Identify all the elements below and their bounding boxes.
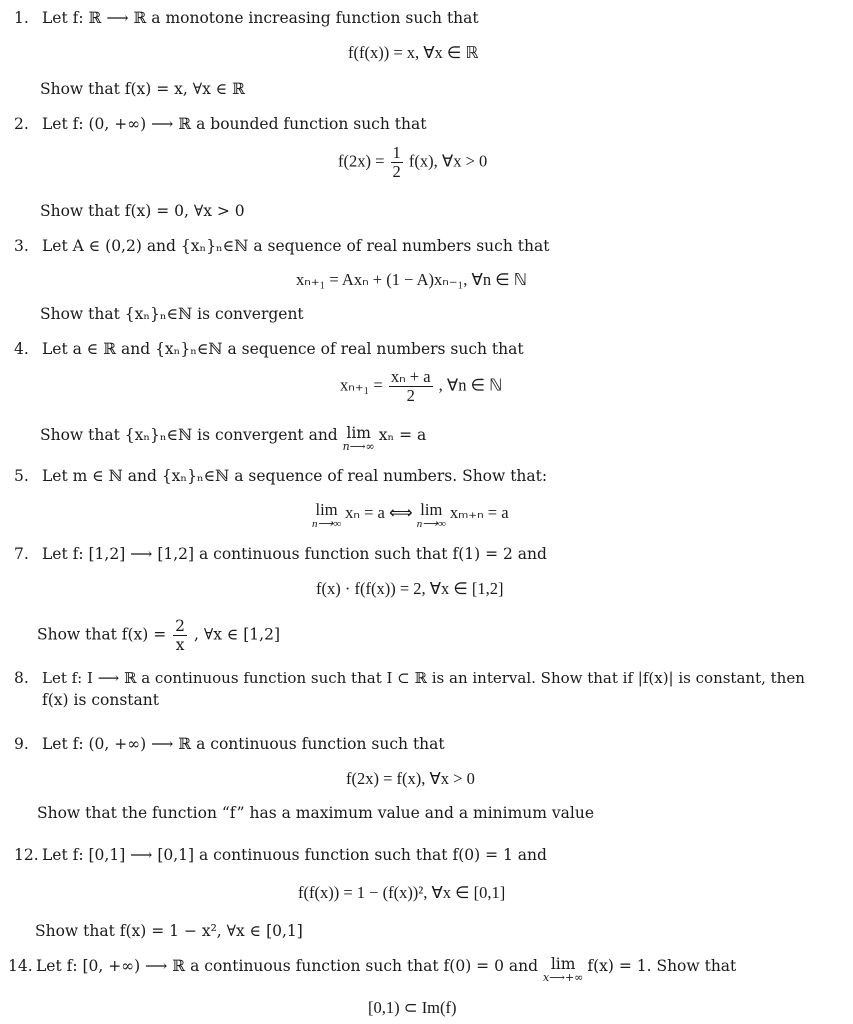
- problem-statement: Let f: [0,1] ⟶ [0,1] a continuous function such that f(0) = 1 and: [42, 846, 547, 864]
- problem-number: 12.: [14, 846, 39, 864]
- fraction-numerator: 1: [392, 143, 401, 162]
- problem-goal: [37, 617, 280, 654]
- limit-label: lim: [420, 500, 443, 519]
- limit-label: lim: [550, 955, 576, 973]
- fraction: [173, 617, 187, 654]
- limit-label: lim: [346, 424, 371, 442]
- problem-equation: f(f(x)) = x, ∀x ∈ ℝ: [348, 43, 479, 62]
- problem-statement: [36, 956, 736, 984]
- statement-text: Let f: [0, +∞) ⟶ ℝ a continuous function such that f(0) = 0 and: [36, 957, 539, 975]
- problem-goal: Show that f(x) = x, ∀x ∈ ℝ: [40, 80, 246, 98]
- problem-number: 2.: [14, 115, 29, 133]
- fraction: [391, 144, 403, 181]
- limit-label: lim: [315, 500, 338, 519]
- problem-statement: Let f: (0, +∞) ⟶ ℝ a continuous function such that: [42, 735, 445, 753]
- problem-equation: f(f(x)) = 1 − (f(x))², ∀x ∈ [0,1]: [298, 883, 506, 902]
- problem-statement: Let f: (0, +∞) ⟶ ℝ a bounded function such that: [42, 115, 427, 133]
- problem-number: 5.: [14, 467, 29, 485]
- goal-text-end: xₙ = a: [378, 426, 427, 444]
- fraction-numerator: 2: [175, 617, 186, 635]
- problem-equation: [0,1) ⊂ Im(f): [368, 998, 457, 1017]
- problem-number: 9.: [14, 735, 29, 753]
- fraction-denominator: 2: [406, 386, 415, 405]
- equation-lhs: f(2x) =: [338, 151, 385, 171]
- statement-text-end: f(x) = 1. Show that: [587, 957, 737, 975]
- equation-lhs: xₙ₊₁ =: [340, 375, 383, 395]
- limit-subscript: x⟶+∞: [542, 971, 584, 984]
- problem-statement: Let A ∈ (0,2) and {xₙ}ₙ∈ℕ a sequence of real numbers such that: [42, 237, 550, 255]
- limit-operator: [343, 425, 375, 453]
- problem-statement: Let m ∈ ℕ and {xₙ}ₙ∈ℕ a sequence of real numbers. Show that:: [42, 467, 548, 485]
- fraction-denominator: 2: [392, 162, 401, 181]
- problem-goal: Show that {xₙ}ₙ∈ℕ is convergent: [40, 305, 304, 323]
- goal-text-end: , ∀x ∈ [1,2]: [193, 625, 281, 644]
- equation-rhs: f(x), ∀x > 0: [408, 151, 488, 171]
- problem-number: 3.: [14, 237, 29, 255]
- problem-number: 14.: [8, 957, 33, 975]
- problem-equation: [340, 368, 502, 405]
- problem-statement: Let f: [1,2] ⟶ [1,2] a continuous function such that f(1) = 2 and: [42, 545, 547, 563]
- problem-equation: f(2x) = f(x), ∀x > 0: [346, 769, 475, 788]
- fraction-denominator: x: [175, 636, 185, 654]
- limit-operator: [417, 502, 446, 530]
- goal-text: Show that {xₙ}ₙ∈ℕ is convergent and: [40, 426, 338, 444]
- problem-statement: Let f: I ⟶ ℝ a continuous function such that I ⊂ ℝ is an interval. Show that if |f(x)| is constant, then: [42, 669, 805, 687]
- problem-number: 1.: [14, 9, 29, 27]
- equation-rhs: , ∀n ∈ ℕ: [438, 375, 503, 395]
- limit-operator: [543, 956, 583, 984]
- equation-middle: xₙ = a ⟺: [345, 503, 413, 522]
- goal-text: Show that f(x) =: [37, 625, 167, 644]
- problem-number: 8.: [14, 669, 29, 687]
- problem-goal: Show that f(x) = 1 − x², ∀x ∈ [0,1]: [35, 922, 303, 940]
- problem-equation: f(x) · f(f(x)) = 2, ∀x ∈ [1,2]: [316, 579, 504, 598]
- problem-number: 4.: [14, 340, 29, 358]
- problem-statement: Let f: ℝ ⟶ ℝ a monotone increasing function such that: [42, 9, 479, 27]
- fraction-numerator: xₙ + a: [390, 367, 431, 386]
- problem-statement-cont: f(x) is constant: [42, 691, 159, 709]
- problem-goal: Show that f(x) = 0, ∀x > 0: [40, 202, 245, 220]
- problem-equation: [338, 144, 487, 181]
- problem-equation: xₙ₊₁ = Axₙ + (1 − A)xₙ₋₁, ∀n ∈ ℕ: [296, 270, 527, 289]
- limit-operator: [312, 502, 341, 530]
- limit-subscript: n⟶∞: [342, 440, 375, 453]
- equation-end: xₘ₊ₙ = a: [449, 503, 509, 522]
- problem-goal: Show that the function “f” has a maximum value and a minimum value: [37, 804, 595, 822]
- problem-goal: [40, 425, 426, 453]
- problem-equation: [312, 502, 509, 530]
- problem-number: 7.: [14, 545, 29, 563]
- problem-statement: Let a ∈ ℝ and {xₙ}ₙ∈ℕ a sequence of real numbers such that: [42, 340, 524, 358]
- limit-subscript: n⟶∞: [312, 518, 342, 530]
- limit-subscript: n⟶∞: [416, 518, 446, 530]
- fraction: [389, 368, 433, 405]
